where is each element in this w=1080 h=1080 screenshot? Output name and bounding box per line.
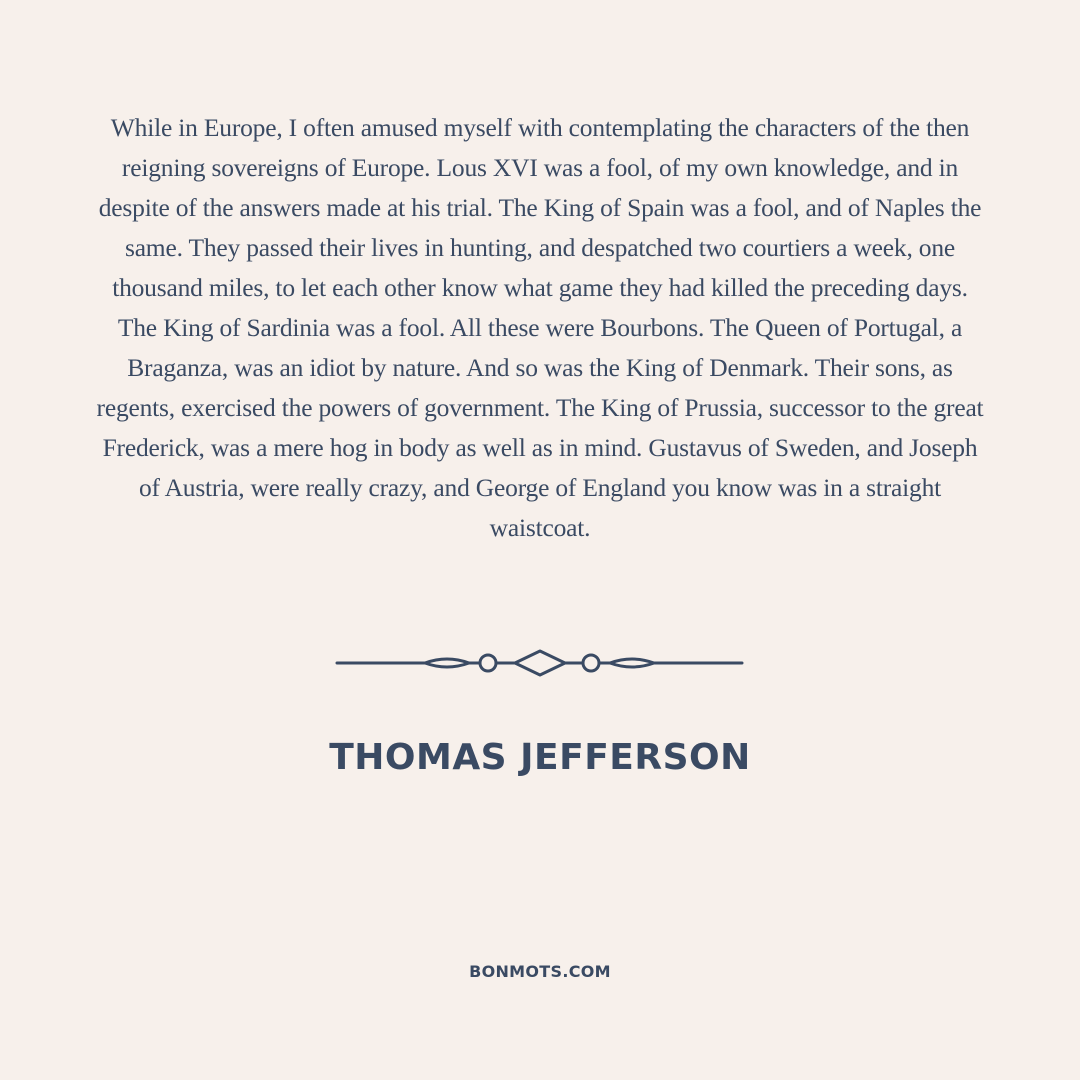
author-name: THOMAS JEFFERSON: [329, 737, 751, 778]
ornamental-divider-icon: [335, 643, 745, 683]
site-link[interactable]: BONMOTS.COM: [469, 962, 611, 981]
quote-text: While in Europe, I often amused myself with contemplating the characters of the then reigning sovereigns of Europe. Lous XVI was a fool, of my own knowledge, and in despite of the answers made at his trial. The King of Spain was a fool, and of Naples the same. They passed their lives in hunting, and despatched two courtiers a week, one thousand miles, to let each other know what game they had killed the preceding days. The King of Sardinia was a fool. All these were Bourbons. The Queen of Portugal, a Braganza, was an idiot by nature. And so was the King of Denmark. Their sons, as regents, exercised the powers of government. The King of Prussia, successor to the great Frederick, was a mere hog in body as well as in mind. Gustavus of Sweden, and Joseph of Austria, were really crazy, and George of England you know was in a straight waistcoat.: [96, 113, 984, 542]
